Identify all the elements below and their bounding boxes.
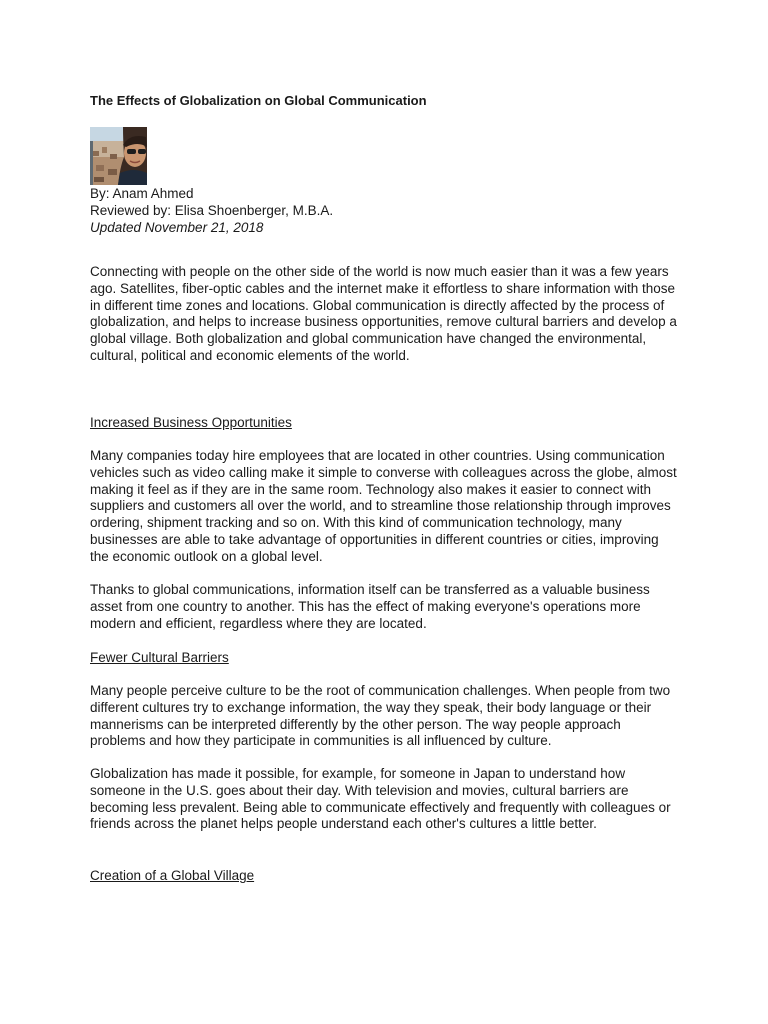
section-heading-business: Increased Business Opportunities	[90, 415, 292, 430]
intro-paragraph: Connecting with people on the other side of the world is now much easier than it was a few years ago. Satellites, fiber-optic cables and the internet make it effortless to share information with those in different time zones and locations. Global communication is directly affected by the process of globalization, and helps to increase business opportunities, remove cultural barriers and develop a global village. Both globalization and global communication have changed the environmental, cultural, political and economic elements of the world.	[90, 264, 677, 363]
reviewer-name: Reviewed by: Elisa Shoenberger, M.B.A.	[90, 203, 334, 218]
author-name: By: Anam Ahmed	[90, 186, 194, 201]
author-photo	[90, 127, 147, 185]
byline	[90, 185, 333, 236]
section-paragraph: Thanks to global communications, information itself can be transferred as a valuable business asset from one country to another. This has the effect of making everyone's operations more modern and efficient, regardless where they are located.	[90, 582, 650, 631]
updated-date: Updated November 21, 2018	[90, 220, 264, 235]
section-paragraph: Globalization has made it possible, for example, for someone in Japan to understand how someone in the U.S. goes about their day. With television and movies, cultural barriers are becoming less prevalent. Being able to communicate effectively and frequently with colleagues or friends across the planet helps people understand each other's cultures a little better.	[90, 766, 671, 832]
section-paragraph: Many companies today hire employees that are located in other countries. Using communication vehicles such as video calling make it simple to converse with colleagues across the globe, almost making it feel as if they are in the same room. Technology also makes it easier to connect with suppliers and customers all over the world, and to streamline those relationship through improves ordering, shipment tracking and so on. With this kind of communication technology, many businesses are able to take advantage of opportunities in different countries or cities, improving the economic outlook on a global level.	[90, 448, 677, 564]
section-heading-cultural: Fewer Cultural Barriers	[90, 650, 229, 665]
section-heading-global-village: Creation of a Global Village	[90, 868, 255, 883]
section-paragraph: Many people perceive culture to be the root of communication challenges. When people from two different cultures try to exchange information, the way they speak, their body language or their mannerisms can be interpreted differently by the other person. The way people approach problems and how they participate in communities is all influenced by culture.	[90, 683, 671, 749]
article-title: The Effects of Globalization on Global Communication	[90, 93, 427, 108]
